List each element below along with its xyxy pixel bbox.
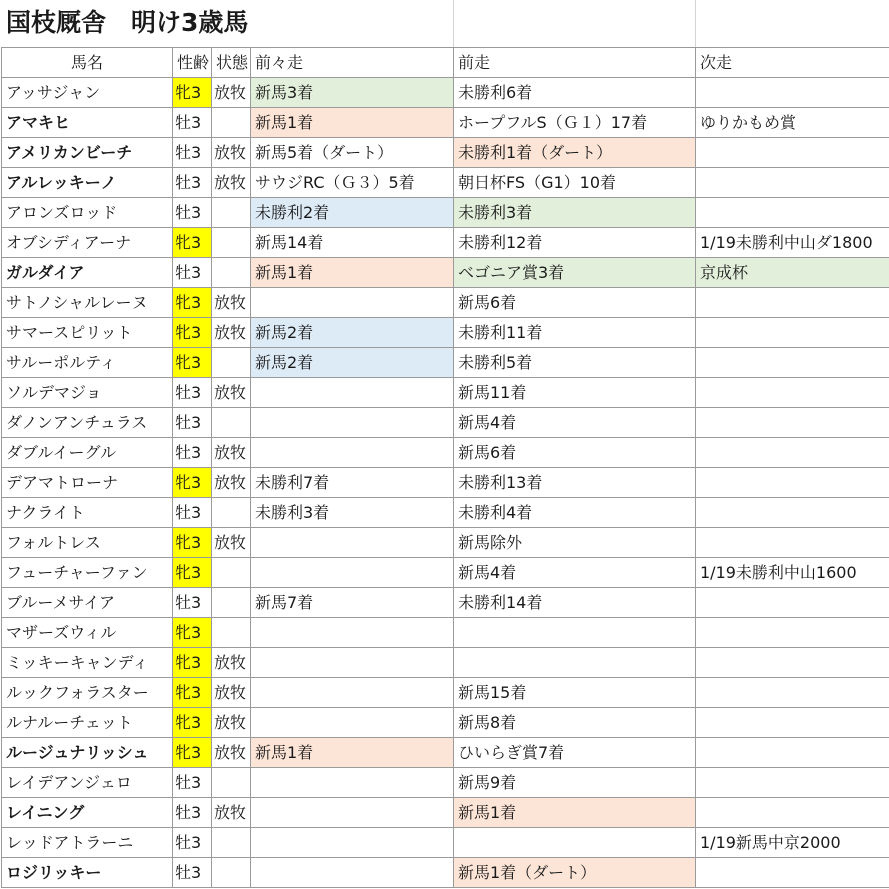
sex-age-cell[interactable]: 牡3 (173, 108, 212, 138)
horse-name-cell[interactable]: サトノシャルレーヌ (2, 288, 173, 318)
sex-age-cell[interactable]: 牝3 (173, 288, 212, 318)
sex-age-cell[interactable]: 牝3 (173, 558, 212, 588)
horse-name-cell[interactable]: ダノンアンチュラス (2, 408, 173, 438)
sex-age-cell[interactable]: 牝3 (173, 618, 212, 648)
prev1-cell[interactable] (454, 828, 696, 858)
prev2-cell[interactable]: 未勝利2着 (251, 198, 454, 228)
prev1-cell[interactable]: 未勝利13着 (454, 468, 696, 498)
prev2-cell[interactable] (251, 438, 454, 468)
next-race-cell[interactable] (696, 78, 889, 108)
state-cell[interactable] (212, 228, 251, 258)
prev1-cell[interactable]: 新馬6着 (454, 438, 696, 468)
sex-age-cell[interactable]: 牝3 (173, 708, 212, 738)
table-row (2, 558, 889, 588)
prev2-cell[interactable] (251, 768, 454, 798)
next-race-cell[interactable] (696, 168, 889, 198)
next-race-cell[interactable]: 京成杯 (696, 258, 889, 288)
state-cell[interactable] (212, 768, 251, 798)
state-cell[interactable] (212, 198, 251, 228)
horse-name-cell[interactable]: フューチャーファン (2, 558, 173, 588)
prev1-cell[interactable]: 新馬11着 (454, 378, 696, 408)
next-race-cell[interactable] (696, 798, 889, 828)
header-row (2, 48, 889, 78)
horse-name-cell[interactable]: ソルデマジョ (2, 378, 173, 408)
next-race-cell[interactable] (696, 768, 889, 798)
next-race-cell[interactable]: ゆりかもめ賞 (696, 108, 889, 138)
prev1-cell[interactable]: 新馬9着 (454, 768, 696, 798)
horse-name-cell[interactable]: ガルダイア (2, 258, 173, 288)
prev2-cell[interactable]: 新馬1着 (251, 258, 454, 288)
next-race-cell[interactable] (696, 288, 889, 318)
horse-table (1, 47, 889, 888)
state-cell[interactable]: 放牧 (212, 138, 251, 168)
header-sex-age[interactable]: 性齢 (173, 48, 212, 78)
horse-name-cell[interactable]: ダブルイーグル (2, 438, 173, 468)
table-row (2, 438, 889, 468)
table-row (2, 468, 889, 498)
sex-age-cell[interactable]: 牡3 (173, 168, 212, 198)
prev1-cell[interactable] (454, 648, 696, 678)
prev2-cell[interactable] (251, 828, 454, 858)
next-race-cell[interactable] (696, 438, 889, 468)
table-row (2, 528, 889, 558)
header-prev1[interactable]: 前走 (454, 48, 696, 78)
state-cell[interactable]: 放牧 (212, 648, 251, 678)
state-cell[interactable] (212, 348, 251, 378)
prev1-cell[interactable]: 新馬除外 (454, 528, 696, 558)
horse-name-cell[interactable]: ロジリッキー (2, 858, 173, 888)
sex-age-cell[interactable]: 牝3 (173, 468, 212, 498)
prev2-cell[interactable] (251, 648, 454, 678)
next-race-cell[interactable]: 1/19新馬中京2000 (696, 828, 889, 858)
next-race-cell[interactable] (696, 708, 889, 738)
prev2-cell[interactable]: 新馬2着 (251, 318, 454, 348)
horse-name-cell[interactable]: レイニング (2, 798, 173, 828)
prev1-cell[interactable]: 新馬6着 (454, 288, 696, 318)
table-row (2, 708, 889, 738)
state-cell[interactable]: 放牧 (212, 678, 251, 708)
state-cell[interactable] (212, 408, 251, 438)
state-cell[interactable]: 放牧 (212, 468, 251, 498)
next-race-cell[interactable]: 1/19未勝利中山ダ1800 (696, 228, 889, 258)
sex-age-cell[interactable]: 牡3 (173, 498, 212, 528)
horse-name-cell[interactable]: アマキヒ (2, 108, 173, 138)
prev2-cell[interactable] (251, 288, 454, 318)
prev2-cell[interactable]: サウジRC（Ｇ３）5着 (251, 168, 454, 198)
horse-name-cell[interactable]: レッドアトラーニ (2, 828, 173, 858)
prev2-cell[interactable]: 新馬3着 (251, 78, 454, 108)
prev2-cell[interactable] (251, 528, 454, 558)
table-row (2, 798, 889, 828)
prev1-cell[interactable]: 新馬4着 (454, 408, 696, 438)
table-row (2, 348, 889, 378)
prev2-cell[interactable] (251, 618, 454, 648)
prev2-cell[interactable]: 新馬14着 (251, 228, 454, 258)
header-state[interactable]: 状態 (212, 48, 251, 78)
table-row (2, 228, 889, 258)
horse-name-cell[interactable]: ブルーメサイア (2, 588, 173, 618)
horse-name-cell[interactable]: ルナルーチェット (2, 708, 173, 738)
prev2-cell[interactable] (251, 378, 454, 408)
horse-name-cell[interactable]: サルーポルティ (2, 348, 173, 378)
prev1-cell[interactable]: 新馬8着 (454, 708, 696, 738)
header-prev2[interactable]: 前々走 (251, 48, 454, 78)
state-cell[interactable]: 放牧 (212, 708, 251, 738)
table-row (2, 828, 889, 858)
prev1-cell[interactable]: ホープフルS（Ｇ１）17着 (454, 108, 696, 138)
table-row (2, 768, 889, 798)
prev2-cell[interactable]: 未勝利3着 (251, 498, 454, 528)
next-race-cell[interactable] (696, 648, 889, 678)
next-race-cell[interactable] (696, 738, 889, 768)
state-cell[interactable]: 放牧 (212, 738, 251, 768)
state-cell[interactable]: 放牧 (212, 378, 251, 408)
state-cell[interactable]: 放牧 (212, 168, 251, 198)
state-cell[interactable] (212, 108, 251, 138)
state-cell[interactable]: 放牧 (212, 288, 251, 318)
next-race-cell[interactable] (696, 498, 889, 528)
state-cell[interactable] (212, 588, 251, 618)
sex-age-cell[interactable]: 牡3 (173, 858, 212, 888)
prev1-cell[interactable]: 未勝利11着 (454, 318, 696, 348)
next-race-cell[interactable] (696, 858, 889, 888)
table-row (2, 198, 889, 228)
prev1-cell[interactable]: 未勝利4着 (454, 498, 696, 528)
prev2-cell[interactable]: 新馬2着 (251, 348, 454, 378)
table-row (2, 378, 889, 408)
prev2-cell[interactable] (251, 408, 454, 438)
gridline (453, 0, 454, 47)
horse-name-cell[interactable]: アルレッキーノ (2, 168, 173, 198)
table-row (2, 318, 889, 348)
state-cell[interactable] (212, 558, 251, 588)
sex-age-cell[interactable]: 牝3 (173, 738, 212, 768)
sex-age-cell[interactable]: 牡3 (173, 198, 212, 228)
sex-age-cell[interactable]: 牡3 (173, 138, 212, 168)
horse-name-cell[interactable]: アロンズロッド (2, 198, 173, 228)
sex-age-cell[interactable]: 牡3 (173, 258, 212, 288)
table-row (2, 108, 889, 138)
next-race-cell[interactable] (696, 348, 889, 378)
prev1-cell[interactable]: 未勝利5着 (454, 348, 696, 378)
next-race-cell[interactable] (696, 528, 889, 558)
sex-age-cell[interactable]: 牝3 (173, 318, 212, 348)
horse-name-cell[interactable]: ナクライト (2, 498, 173, 528)
horse-name-cell[interactable]: デアマトローナ (2, 468, 173, 498)
state-cell[interactable]: 放牧 (212, 78, 251, 108)
horse-name-cell[interactable]: アッサジャン (2, 78, 173, 108)
sex-age-cell[interactable]: 牝3 (173, 228, 212, 258)
next-race-cell[interactable] (696, 588, 889, 618)
next-race-cell[interactable] (696, 318, 889, 348)
prev2-cell[interactable] (251, 708, 454, 738)
horse-name-cell[interactable]: アメリカンビーチ (2, 138, 173, 168)
prev2-cell[interactable]: 未勝利7着 (251, 468, 454, 498)
next-race-cell[interactable] (696, 618, 889, 648)
prev1-cell[interactable]: 未勝利1着（ダート） (454, 138, 696, 168)
table-row (2, 738, 889, 768)
table-row (2, 288, 889, 318)
prev1-cell[interactable]: 未勝利12着 (454, 228, 696, 258)
state-cell[interactable] (212, 618, 251, 648)
next-race-cell[interactable] (696, 378, 889, 408)
page-title: 国枝厩舎 明け3歳馬 (6, 8, 249, 37)
prev1-cell[interactable] (454, 618, 696, 648)
gridline (695, 0, 696, 47)
prev1-cell[interactable]: ひいらぎ賞7着 (454, 738, 696, 768)
next-race-cell[interactable] (696, 468, 889, 498)
sex-age-cell[interactable]: 牝3 (173, 648, 212, 678)
prev2-cell[interactable] (251, 858, 454, 888)
sex-age-cell[interactable]: 牝3 (173, 348, 212, 378)
table-row (2, 168, 889, 198)
next-race-cell[interactable] (696, 678, 889, 708)
prev2-cell[interactable]: 新馬7着 (251, 588, 454, 618)
prev1-cell[interactable]: 新馬4着 (454, 558, 696, 588)
state-cell[interactable]: 放牧 (212, 798, 251, 828)
state-cell[interactable]: 放牧 (212, 438, 251, 468)
next-race-cell[interactable] (696, 138, 889, 168)
prev1-cell[interactable]: 新馬15着 (454, 678, 696, 708)
state-cell[interactable] (212, 828, 251, 858)
sex-age-cell[interactable]: 牡3 (173, 588, 212, 618)
prev1-cell[interactable]: 朝日杯FS（G1）10着 (454, 168, 696, 198)
table-row (2, 78, 889, 108)
state-cell[interactable] (212, 258, 251, 288)
table-row (2, 258, 889, 288)
prev1-cell[interactable]: 未勝利3着 (454, 198, 696, 228)
prev1-cell[interactable]: 未勝利14着 (454, 588, 696, 618)
prev2-cell[interactable] (251, 798, 454, 828)
sex-age-cell[interactable]: 牡3 (173, 378, 212, 408)
horse-name-cell[interactable]: フォルトレス (2, 528, 173, 558)
table-row (2, 408, 889, 438)
prev2-cell[interactable]: 新馬1着 (251, 738, 454, 768)
sex-age-cell[interactable]: 牝3 (173, 678, 212, 708)
sex-age-cell[interactable]: 牡3 (173, 408, 212, 438)
next-race-cell[interactable] (696, 408, 889, 438)
horse-name-cell[interactable]: レイデアンジェロ (2, 768, 173, 798)
prev1-cell[interactable]: ベゴニア賞3着 (454, 258, 696, 288)
table-row (2, 678, 889, 708)
horse-name-cell[interactable]: ルージュナリッシュ (2, 738, 173, 768)
sex-age-cell[interactable]: 牡3 (173, 798, 212, 828)
horse-name-cell[interactable]: サマースピリット (2, 318, 173, 348)
prev1-cell[interactable]: 新馬1着 (454, 798, 696, 828)
sex-age-cell[interactable]: 牡3 (173, 828, 212, 858)
sex-age-cell[interactable]: 牡3 (173, 768, 212, 798)
state-cell[interactable] (212, 498, 251, 528)
table-row (2, 138, 889, 168)
next-race-cell[interactable]: 1/19未勝利中山1600 (696, 558, 889, 588)
state-cell[interactable] (212, 858, 251, 888)
horse-name-cell[interactable]: ルックフォラスター (2, 678, 173, 708)
prev1-cell[interactable]: 未勝利6着 (454, 78, 696, 108)
sex-age-cell[interactable]: 牝3 (173, 78, 212, 108)
horse-name-cell[interactable]: ミッキーキャンディ (2, 648, 173, 678)
state-cell[interactable]: 放牧 (212, 528, 251, 558)
title-row (0, 0, 889, 47)
prev2-cell[interactable]: 新馬5着（ダート） (251, 138, 454, 168)
table-row (2, 588, 889, 618)
header-next[interactable]: 次走 (696, 48, 889, 78)
prev1-cell[interactable]: 新馬1着（ダート） (454, 858, 696, 888)
horse-name-cell[interactable]: マザーズウィル (2, 618, 173, 648)
table-row (2, 648, 889, 678)
horse-name-cell[interactable]: オブシディアーナ (2, 228, 173, 258)
table-row (2, 498, 889, 528)
table-row (2, 858, 889, 888)
sex-age-cell[interactable]: 牝3 (173, 528, 212, 558)
sex-age-cell[interactable]: 牡3 (173, 438, 212, 468)
prev2-cell[interactable] (251, 558, 454, 588)
next-race-cell[interactable] (696, 198, 889, 228)
header-name[interactable]: 馬名 (2, 48, 173, 78)
prev2-cell[interactable]: 新馬1着 (251, 108, 454, 138)
prev2-cell[interactable] (251, 678, 454, 708)
state-cell[interactable]: 放牧 (212, 318, 251, 348)
table-row (2, 618, 889, 648)
